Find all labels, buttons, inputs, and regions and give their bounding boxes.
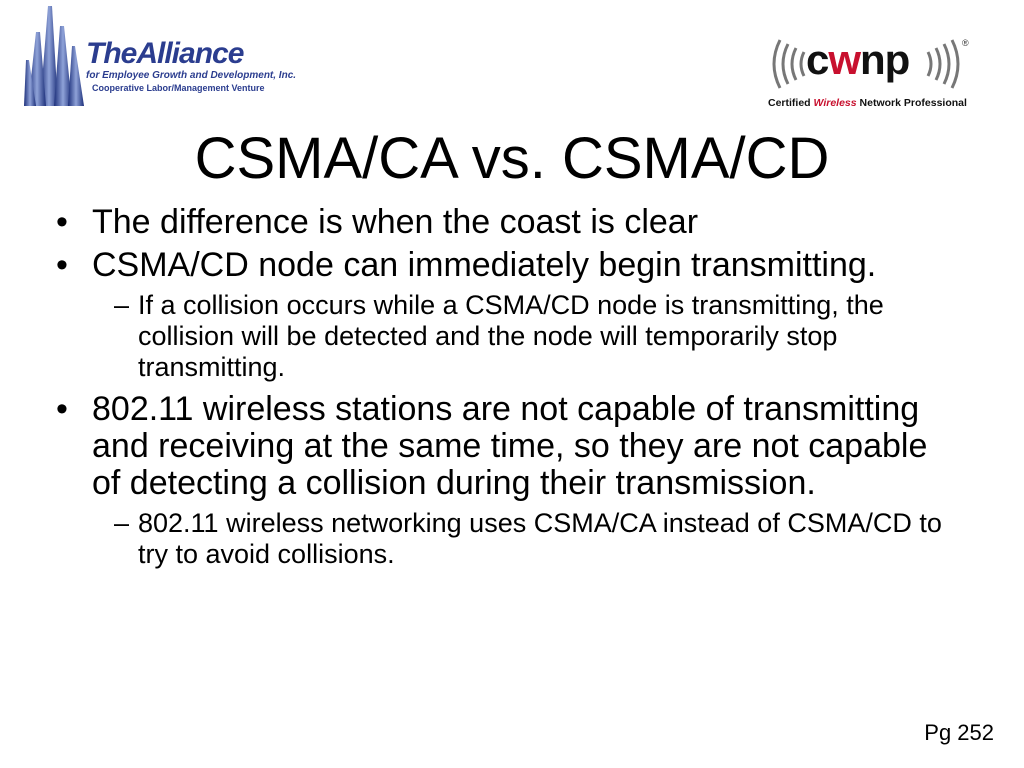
- bullet-marker: •: [56, 390, 68, 428]
- page-number: Pg 252: [924, 720, 994, 745]
- sub-bullet-text: If a collision occurs while a CSMA/CD node is transmitting, the collision will be detected and the node will temporarily stop transmitting.: [138, 290, 884, 382]
- alliance-logo: [24, 2, 297, 112]
- bullet-text: The difference is when the coast is clear: [92, 203, 699, 241]
- wave-left-icon: [766, 36, 810, 92]
- registered-mark: ®: [962, 38, 969, 48]
- alliance-logo-tagline: for Employee Growth and Development, Inc.: [86, 70, 297, 81]
- alliance-tower-icon: [24, 2, 94, 110]
- sub-bullet-item: [56, 508, 956, 570]
- bullet-item: [56, 247, 956, 284]
- wave-right-icon: [922, 36, 966, 92]
- bullet-marker: •: [56, 203, 68, 241]
- alliance-logo-wordmark: TheAlliance: [86, 37, 244, 70]
- slide-title: CSMA/CA vs. CSMA/CD: [194, 126, 830, 191]
- cwnp-wordmark: cwnp: [806, 36, 910, 83]
- alliance-logo-subtagline: Cooperative Labor/Management Venture: [92, 83, 265, 93]
- sub-bullet-item: [56, 290, 956, 383]
- bullet-text: 802.11 wireless stations are not capable of transmitting and receiving at the same time, so they are not capable of detecting a collision during their transmission.: [92, 390, 928, 502]
- sub-bullet-marker: –: [114, 290, 130, 320]
- sub-bullet-text: 802.11 wireless networking uses CSMA/CA instead of CSMA/CD to try to avoid collisions.: [138, 508, 942, 569]
- bullet-item: [56, 391, 956, 502]
- bullet-item: [56, 204, 956, 241]
- bullet-list: [56, 204, 956, 578]
- bullet-text: CSMA/CD node can immediately begin transmitting.: [92, 246, 877, 284]
- cwnp-logo: [762, 36, 972, 116]
- sub-bullet-marker: –: [114, 508, 130, 538]
- cwnp-caption: Certified Wireless Network Professional: [768, 97, 967, 109]
- bullet-marker: •: [56, 246, 68, 284]
